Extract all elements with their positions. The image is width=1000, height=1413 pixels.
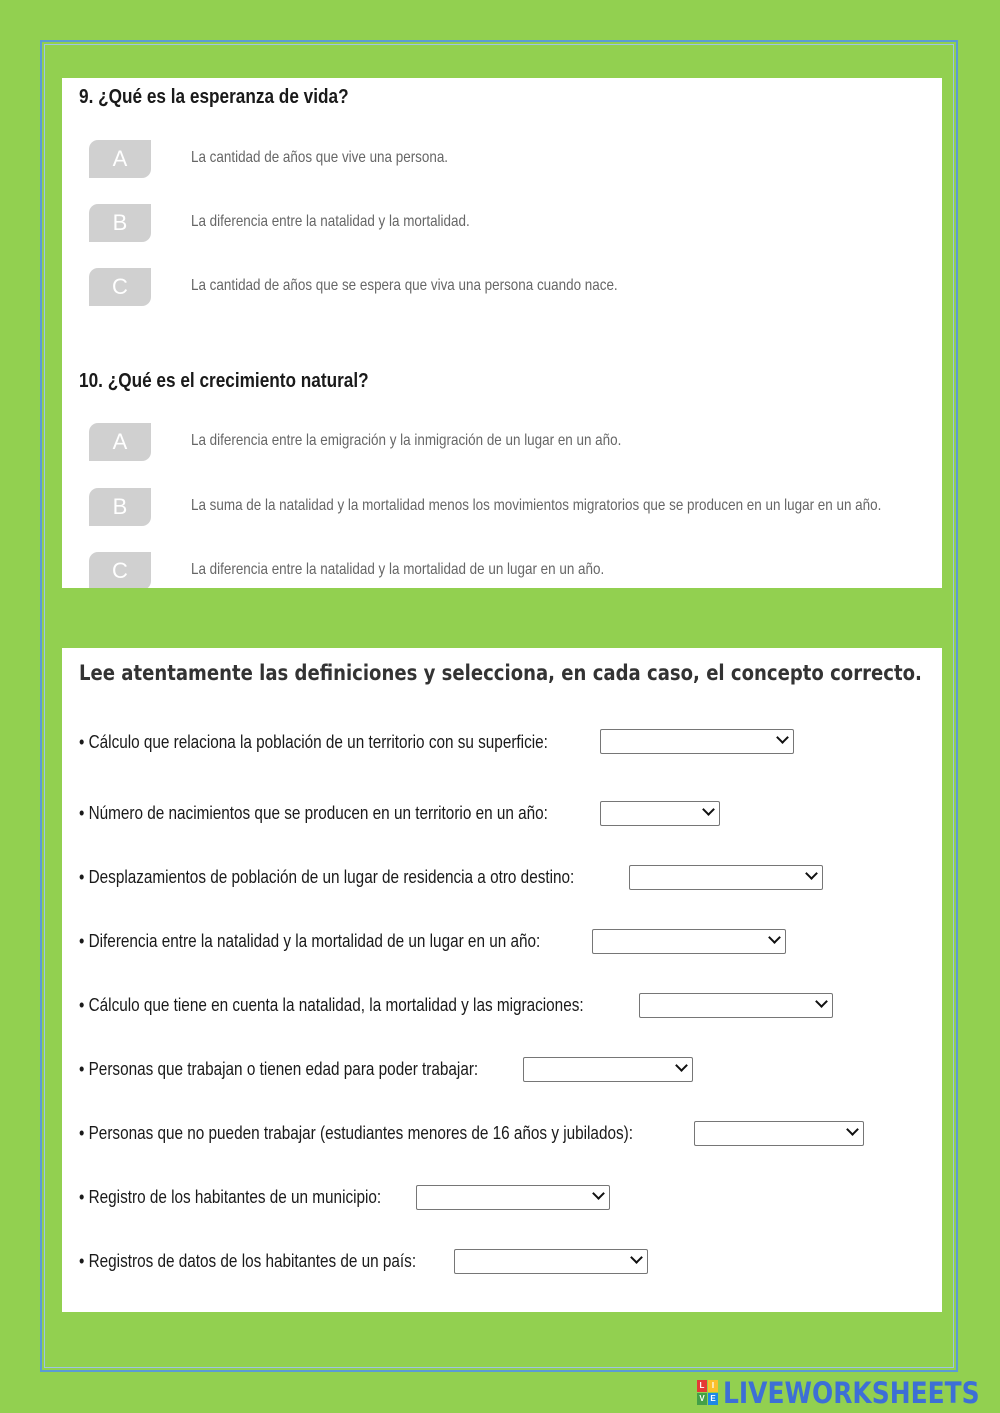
definition-row [79,1120,731,1146]
definition-text: • Número de nacimientos que se producen en un territorio en un año: [79,802,548,823]
definition-text: • Registro de los habitantes de un municipio: [79,1186,382,1207]
option-text: La suma de la natalidad y la mortalidad menos los movimientos migratorios que se producen en un lugar en un año. [191,497,882,514]
logo-text: LIVEWORKSHEETS [723,1376,980,1410]
definition-row [79,800,631,826]
definition-row [79,1184,435,1210]
definition-row [79,992,673,1018]
concept-dropdown-6[interactable] [523,1057,693,1082]
chevron-down-icon [805,867,818,880]
definition-text: • Registros de datos de los habitantes de un país: [79,1250,417,1271]
question-9-option-c[interactable] [89,268,929,308]
definition-text: • Cálculo que relaciona la población de un territorio con su superficie: [79,731,548,752]
option-a-button[interactable]: A [89,423,151,461]
concept-dropdown-5[interactable] [639,993,833,1018]
concept-dropdown-2[interactable] [600,801,720,826]
option-text: La diferencia entre la natalidad y la mortalidad de un lugar en un año. [191,561,605,578]
question-9-title: 9. ¿Qué es la esperanza de vida? [79,86,349,108]
option-text: La cantidad de años que se espera que viva una persona cuando nace. [191,277,618,294]
chevron-down-icon [702,803,715,816]
option-b-button[interactable]: B [89,488,151,526]
instructions-heading: Lee atentamente las definiciones y selecciona, en cada caso, el concepto correcto. [79,661,922,685]
option-a-button[interactable]: A [89,140,151,178]
definition-row [79,864,662,890]
definitions-panel [62,648,942,1312]
definition-row [79,1248,476,1274]
chevron-down-icon [776,731,789,744]
concept-dropdown-7[interactable] [694,1121,864,1146]
question-10-option-a[interactable] [89,423,929,463]
option-c-button[interactable]: C [89,552,151,588]
definition-row [79,1056,549,1082]
chevron-down-icon [630,1251,643,1264]
concept-dropdown-8[interactable] [416,1185,610,1210]
liveworksheets-logo[interactable] [697,1378,1000,1408]
option-c-button[interactable]: C [89,268,151,306]
question-10-option-c[interactable] [89,552,929,588]
chevron-down-icon [675,1059,688,1072]
question-10-option-b[interactable] [89,488,929,528]
option-b-button[interactable]: B [89,204,151,242]
definition-text: • Desplazamientos de población de un lugar de residencia a otro destino: [79,866,575,887]
chevron-down-icon [768,931,781,944]
chevron-down-icon [846,1123,859,1136]
concept-dropdown-1[interactable] [600,729,794,754]
option-text: La diferencia entre la natalidad y la mortalidad. [191,213,470,230]
option-text: La cantidad de años que vive una persona. [191,149,449,166]
definition-text: • Cálculo que tiene en cuenta la natalidad, la mortalidad y las migraciones: [79,994,584,1015]
logo-badge-icon: L I V E [697,1380,719,1406]
quiz-panel [62,78,942,588]
chevron-down-icon [592,1187,605,1200]
question-9-option-b[interactable] [89,204,929,244]
definition-row [79,928,622,954]
question-10-title: 10. ¿Qué es el crecimiento natural? [79,370,369,392]
definition-text: • Diferencia entre la natalidad y la mortalidad de un lugar en un año: [79,930,541,951]
definition-row [79,729,631,755]
chevron-down-icon [815,995,828,1008]
concept-dropdown-9[interactable] [454,1249,648,1274]
concept-dropdown-3[interactable] [629,865,823,890]
definition-text: • Personas que trabajan o tienen edad para poder trabajar: [79,1058,479,1079]
definition-text: • Personas que no pueden trabajar (estudiantes menores de 16 años y jubilados): [79,1122,633,1143]
concept-dropdown-4[interactable] [592,929,786,954]
question-9-option-a[interactable] [89,140,929,180]
option-text: La diferencia entre la emigración y la inmigración de un lugar en un año. [191,432,622,449]
